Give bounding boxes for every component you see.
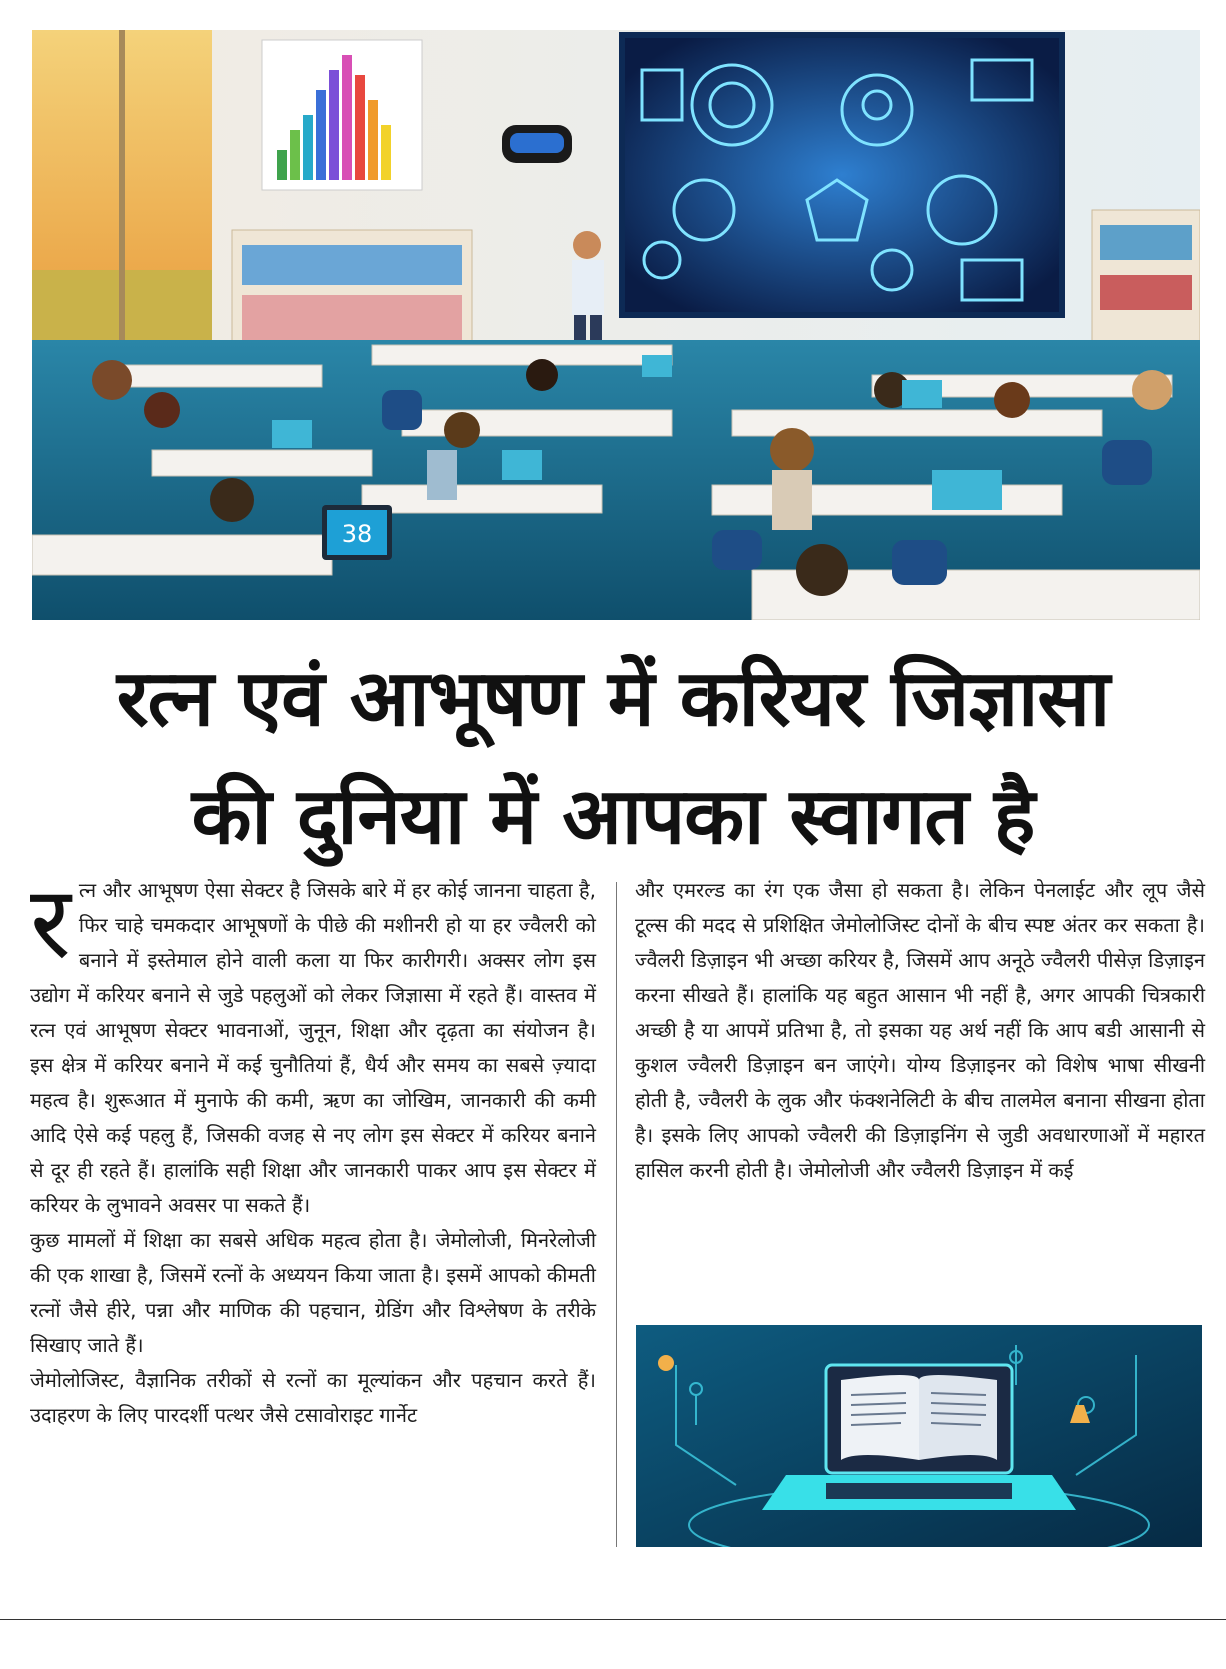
paragraph: जेमोलोजिस्ट, वैज्ञानिक तरीकों से रत्नों का मूल्यांकन और पहचान करते हैं। उदाहरण के लिए पारदर्शी पत्थर जैसे टसावोराइट गार्नेट xyxy=(30,1368,596,1427)
classroom-illustration xyxy=(32,30,1200,620)
vr-headset-icon xyxy=(502,125,572,163)
bottom-rule xyxy=(0,1619,1226,1620)
digital-learning-illustration xyxy=(636,1325,1202,1547)
drop-cap: र xyxy=(30,864,71,981)
hero-image xyxy=(32,30,1200,620)
paragraph: और एमरल्ड का रंग एक जैसा हो सकता है। लेकिन पेनलाईट और लूप जैसे टूल्स की मदद से प्रशिक्षित जेमोलोजिस्ट दोनों के बीच स्पष्ट अंतर कर सकता है। ज्वैलरी डिज़ाइन भी अच्छा करियर है, जिसमें आप अनूठे ज्वैलरी पीसेज़ डिज़ाइन करना सीखते हैं। हालांकि यह बहुत आसान भी नहीं है, अगर आपकी चित्रकारी अच्छी है या आपमें प्रतिभा है, तो इसका यह अर्थ नहीं कि आप बडी आसानी से कुशल ज्वैलरी डिज़ाइन बन जाएंगे। योग्य डिज़ाइनर को विशेष भाषा सीखनी होती है, ज्वैलरी के लुक और फंक्शनेलिटी के बीच तालमेल बनाना सीखना होता है। इसके लिए आपको ज्वैलरी की डिज़ाइनिंग से जुडी अवधारणाओं में महारत हासिल करनी होती है। जेमोलोजी और ज्वैलरी डिज़ाइन में कई xyxy=(635,878,1205,1182)
article-column-left xyxy=(30,864,596,1433)
article-column-right xyxy=(635,873,1205,1188)
front-laptop xyxy=(322,505,392,560)
paragraph xyxy=(30,864,596,1223)
page-title xyxy=(0,640,1226,876)
column-divider xyxy=(616,882,617,1547)
title-line-1: रत्न एवं आभूषण में करियर जिज्ञासा xyxy=(116,654,1110,744)
title-line-2: की दुनिया में आपका स्वागत है xyxy=(191,772,1035,862)
laptop-screen-number: 38 xyxy=(341,520,373,548)
inset-image xyxy=(636,1325,1202,1547)
paragraph: कुछ मामलों में शिक्षा का सबसे अधिक महत्व होता है। जेमोलोजी, मिनरेलोजी की एक शाखा है, जिसमें रत्नों के अध्ययन किया जाता है। इसमें आपको कीमती रत्नों जैसे हीरे, पन्ना और माणिक की पहचान, ग्रेडिंग और विश्लेषण के तरीके सिखाए जाते हैं। xyxy=(30,1228,596,1357)
paragraph-text: त्न और आभूषण ऐसा सेक्टर है जिसके बारे में हर कोई जानना चाहता है, फिर चाहे चमकदार आभूषणों के पीछे की मशीनरी हो या हर ज्वैलरी को बनाने में इस्तेमाल होने वाली कला या फिर कारीगरी। अक्सर लोग इस उद्योग में करियर बनाने से जुडे पहलुओं को लेकर जिज्ञासा में रहते हैं। वास्तव में रत्न एवं आभूषण सेक्टर भावनाओं, जुनून, शिक्षा और दृढ़ता का संयोजन है। इस क्षेत्र में करियर बनाने में कई चुनौतियां हैं, धैर्य और समय का सबसे ज़्यादा महत्व है। शुरूआत में मुनाफे की कमी, ऋण का जोखिम, जानकारी की कमी आदि ऐसे कई पहलु हैं, जिसकी वजह से नए लोग इस सेक्टर में करियर बनाने से दूर ही रहते हैं। हालांकि सही शिक्षा और जानकारी पाकर आप इस सेक्टर में करियर के लुभावने अवसर पा सकते हैं। xyxy=(30,878,596,1217)
gear-icon xyxy=(658,1355,674,1371)
bookshelf xyxy=(232,230,472,350)
bookshelf-right xyxy=(1092,210,1200,350)
